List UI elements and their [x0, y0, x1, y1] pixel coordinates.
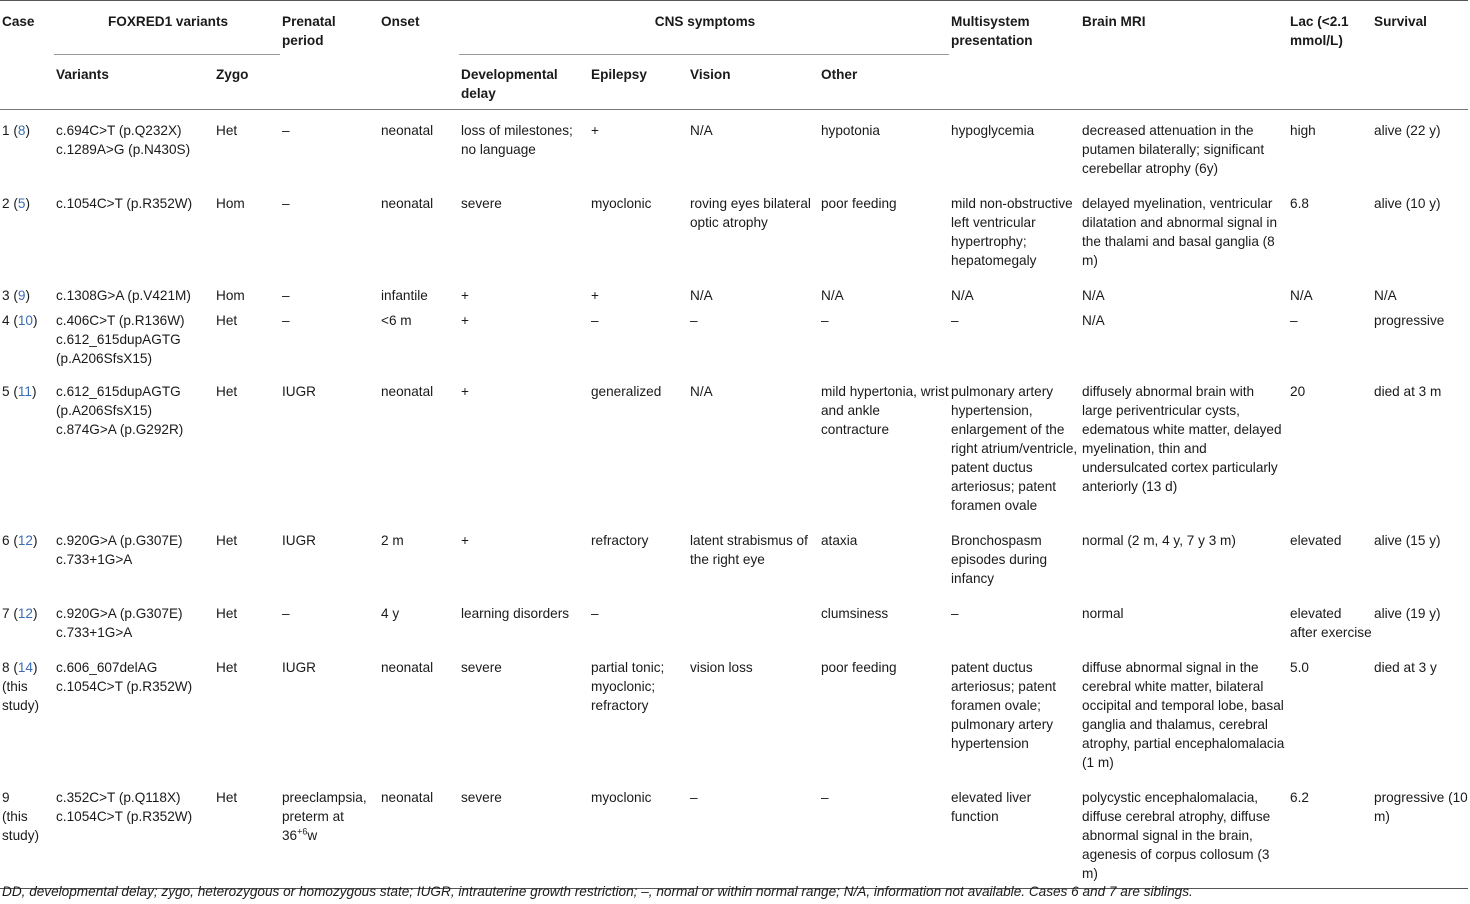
table-row — [0, 371, 1468, 520]
cell-variants: c.1054C>T (p.R352W) — [56, 196, 193, 211]
cell-variants: c.920G>A (p.G307E) c.733+1G>A — [56, 533, 183, 567]
cell-zygo: Het — [214, 777, 280, 889]
cell-multisystem: hypoglycemia — [951, 123, 1035, 138]
cell-variants: c.606_607delAG c.1054C>T (p.R352W) — [56, 660, 193, 694]
cell-variants: c.694C>T (p.Q232X) c.1289A>G (p.N430S) — [56, 123, 191, 157]
cell-variants: c.1308G>A (p.V421M) — [56, 288, 191, 303]
cell-onset: <6 m — [381, 313, 412, 328]
cell-multisystem: elevated liver function — [949, 777, 1080, 889]
cell-vision: N/A — [690, 123, 713, 138]
cell-zygo: Hom — [216, 288, 245, 303]
cell-epilepsy: myoclonic — [591, 196, 652, 211]
cell-survival: died at 3 y — [1374, 660, 1437, 675]
header-epilepsy: Epilepsy — [591, 67, 647, 82]
cell-epilepsy: refractory — [591, 533, 649, 548]
cell-vision: – — [690, 313, 698, 328]
cell-zygo: Het — [216, 660, 238, 675]
cell-survival: alive (10 y) — [1374, 196, 1441, 211]
header-brain-mri: Brain MRI — [1082, 14, 1146, 29]
cell-vision: N/A — [690, 288, 713, 303]
table-row — [0, 110, 1468, 184]
cell-survival: N/A — [1374, 288, 1397, 303]
cell-lac: 20 — [1290, 384, 1306, 399]
cell-multisystem: patent ductus arteriosus; patent foramen ovale; pulmonary artery hypertension — [951, 660, 1057, 751]
cell-prenatal: – — [282, 313, 290, 328]
cell-variants: c.920G>A (p.G307E) c.733+1G>A — [56, 606, 183, 640]
reference-link[interactable]: 5 — [17, 196, 26, 211]
cell-onset: 2 m — [381, 533, 404, 548]
cell-epilepsy: myoclonic — [589, 777, 688, 889]
cell-multisystem: Bronchospasm episodes during infancy — [951, 533, 1048, 586]
cell-other: poor feeding — [821, 196, 897, 211]
cell-multisystem: pulmonary artery hypertension, enlargement of the right atrium/ventricle, patent ductus arteriosus; patent foramen ovale — [951, 384, 1078, 513]
cell-prenatal: IUGR — [282, 533, 316, 548]
header-variants: Variants — [56, 67, 109, 82]
cell-prenatal: – — [282, 288, 290, 303]
cell-prenatal: – — [282, 606, 290, 621]
reference-link[interactable]: 10 — [17, 313, 33, 328]
cell-prenatal: preeclampsia, preterm at $36^{+6}w$ — [280, 777, 379, 889]
header-onset: Onset — [381, 14, 420, 29]
cell-survival: alive (19 y) — [1374, 606, 1441, 621]
cell-brain-mri: diffusely abnormal brain with large periventricular cysts, edematous white matter, delayed myelination, thin and undersulcated cortex particularly anteriorly (13 d) — [1082, 384, 1282, 494]
header-vision: Vision — [690, 67, 731, 82]
header-multisystem: Multisystem presentation — [951, 14, 1033, 48]
cell-developmental-delay: + — [461, 288, 469, 303]
cell-case: 7 (12) — [2, 606, 38, 621]
header-other: Other — [821, 67, 858, 82]
cell-case: 8 (14) (this study) — [2, 660, 40, 713]
cell-epilepsy: + — [591, 123, 599, 138]
cell-vision: roving eyes bilateral optic atrophy — [690, 196, 811, 230]
cell-zygo: Het — [216, 533, 238, 548]
cell-developmental-delay: severe — [461, 660, 502, 675]
table-row — [0, 520, 1468, 593]
cell-zygo: Het — [216, 313, 238, 328]
cell-zygo: Het — [216, 123, 238, 138]
cell-brain-mri: decreased attenuation in the putamen bilaterally; significant cerebellar atrophy (6y) — [1082, 123, 1265, 176]
cell-brain-mri: N/A — [1082, 313, 1105, 328]
cell-developmental-delay: + — [461, 313, 469, 328]
cell-case: 1 (8) — [2, 123, 30, 138]
cell-vision: – — [688, 777, 819, 889]
cell-multisystem: N/A — [951, 288, 974, 303]
cell-survival: alive (22 y) — [1374, 123, 1441, 138]
table-footnote: DD, developmental delay; zygo, heterozygous or homozygous state; IUGR, intrauterine growth restriction; –, normal or within normal range; N/A, information not available. Cases 6 and 7 are siblings. — [2, 884, 1193, 899]
cell-zygo: Hom — [216, 196, 245, 211]
reference-link[interactable]: 14 — [17, 660, 33, 675]
cell-vision: latent strabismus of the right eye — [690, 533, 808, 567]
header-prenatal: Prenatal period — [282, 14, 336, 48]
cell-multisystem: – — [951, 606, 959, 621]
cell-lac: – — [1290, 313, 1298, 328]
cell-multisystem: mild non-obstructive left ventricular hypertrophy; hepatomegaly — [951, 196, 1073, 268]
reference-link[interactable]: 9 — [17, 288, 26, 303]
cell-lac: elevated — [1290, 533, 1342, 548]
cell-case: 3 (9) — [2, 288, 30, 303]
header-case: Case — [2, 14, 35, 29]
cell-case: 2 (5) — [2, 196, 30, 211]
header-developmental-delay: Developmental delay — [461, 67, 558, 101]
cell-lac: 5.0 — [1290, 660, 1309, 675]
cell-brain-mri: normal — [1082, 606, 1124, 621]
header-zygo: Zygo — [216, 67, 249, 82]
cell-onset: neonatal — [381, 384, 434, 399]
cell-developmental-delay: + — [461, 384, 469, 399]
cell-epilepsy: – — [591, 313, 599, 328]
cell-brain-mri: diffuse abnormal signal in the cerebral white matter, bilateral occipital and temporal lobe, basal ganglia and thalamus, cerebral atrophy, partial encephalomalacia (1 m) — [1082, 660, 1285, 770]
cell-vision: vision loss — [690, 660, 753, 675]
cell-vision — [688, 593, 819, 647]
cell-epilepsy: generalized — [591, 384, 662, 399]
cell-lac: 6.8 — [1290, 196, 1309, 211]
cell-zygo: Het — [216, 606, 238, 621]
cell-other: – — [821, 313, 829, 328]
cell-onset: neonatal — [381, 196, 434, 211]
table-row — [0, 308, 1468, 371]
cell-survival: alive (15 y) — [1374, 533, 1441, 548]
cell-lac: high — [1290, 123, 1316, 138]
reference-link[interactable]: 12 — [17, 606, 33, 621]
header-foxred1-variants: FOXRED1 variants — [54, 1, 280, 55]
cell-variants: c.612_615dupAGTG (p.A206SfsX15) c.874G>A (p.G292R) — [56, 384, 184, 437]
cell-onset: 4 y — [381, 606, 400, 621]
cell-survival: died at 3 m — [1374, 384, 1442, 399]
cell-epilepsy: partial tonic; myoclonic; refractory — [591, 660, 665, 713]
cell-developmental-delay: severe — [461, 196, 502, 211]
cell-brain-mri: normal (2 m, 4 y, 7 y 3 m) — [1082, 533, 1236, 548]
header-survival: Survival — [1374, 14, 1427, 29]
reference-link[interactable]: 11 — [17, 384, 32, 399]
cell-developmental-delay: learning disorders — [461, 606, 570, 621]
cell-brain-mri: polycystic encephalomalacia, diffuse cerebral atrophy, diffuse abnormal signal in the brain, agenesis of corpus collosum (3 m) — [1080, 777, 1288, 889]
cell-other: N/A — [821, 288, 844, 303]
table-row — [0, 593, 1468, 647]
cell-vision: N/A — [690, 384, 713, 399]
reference-link[interactable]: 8 — [17, 123, 26, 138]
cell-survival: progressive (10 m) — [1372, 777, 1468, 889]
cell-brain-mri: delayed myelination, ventricular dilatation and abnormal signal in the thalami and basal ganglia (8 m) — [1082, 196, 1278, 268]
cell-developmental-delay: severe — [459, 777, 589, 889]
cell-onset: neonatal — [381, 660, 434, 675]
cell-lac: elevated after exercise — [1290, 606, 1372, 640]
cell-prenatal: IUGR — [282, 384, 316, 399]
table-row — [0, 275, 1468, 308]
table-row — [0, 647, 1468, 777]
cell-epilepsy: + — [591, 288, 599, 303]
cell-developmental-delay: + — [461, 533, 469, 548]
cell-case: 5 (11) — [2, 384, 37, 399]
cell-prenatal: IUGR — [282, 660, 316, 675]
cell-prenatal: – — [282, 196, 290, 211]
cell-case: 9 (this study) — [0, 777, 54, 889]
header-cns-symptoms: CNS symptoms — [459, 1, 949, 55]
cell-prenatal: – — [282, 123, 290, 138]
cell-lac: N/A — [1290, 288, 1313, 303]
cell-onset: neonatal — [379, 777, 459, 889]
cell-other: poor feeding — [821, 660, 897, 675]
cell-other: – — [819, 777, 949, 889]
cell-other: ataxia — [821, 533, 858, 548]
cell-zygo: Het — [216, 384, 238, 399]
table-row — [0, 777, 1468, 889]
table-row — [0, 183, 1468, 275]
cell-other: clumsiness — [821, 606, 889, 621]
cell-case: 6 (12) — [2, 533, 38, 548]
cell-multisystem: – — [951, 313, 959, 328]
cell-developmental-delay: loss of milestones; no language — [461, 123, 573, 157]
cell-onset: infantile — [381, 288, 428, 303]
cell-brain-mri: N/A — [1082, 288, 1105, 303]
reference-link[interactable]: 12 — [17, 533, 33, 548]
header-lac: Lac (<2.1 mmol/L) — [1290, 14, 1349, 48]
cell-survival: progressive — [1374, 313, 1445, 328]
cell-case: 4 (10) — [2, 313, 38, 328]
cell-lac: 6.2 — [1288, 777, 1372, 889]
cell-variants: c.352C>T (p.Q118X) c.1054C>T (p.R352W) — [54, 777, 214, 889]
cell-epilepsy: – — [591, 606, 599, 621]
cell-onset: neonatal — [381, 123, 434, 138]
cell-other: hypotonia — [821, 123, 880, 138]
cell-variants: c.406C>T (p.R136W) c.612_615dupAGTG (p.A206SfsX15) — [56, 313, 185, 366]
cell-other: mild hypertonia, wrist and ankle contracture — [821, 384, 949, 437]
